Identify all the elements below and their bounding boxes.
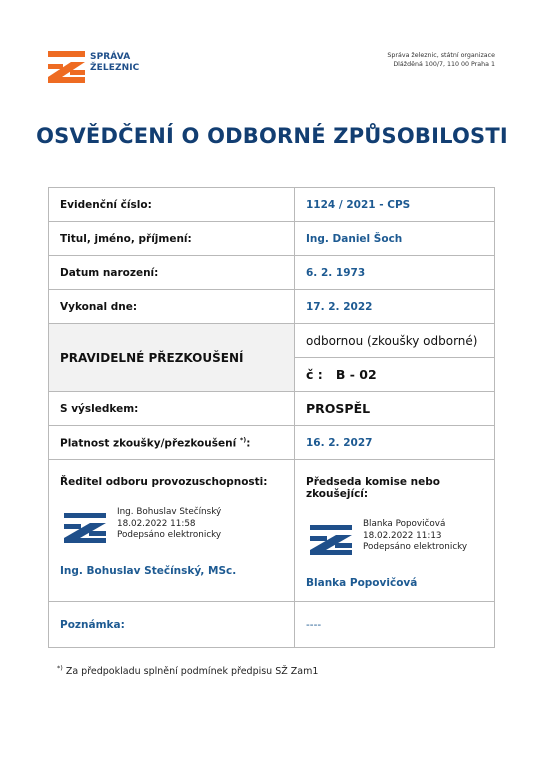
exam-label: PRAVIDELNÉ PŘEZKOUŠENÍ: [49, 324, 295, 392]
name-label: Titul, jméno, příjmení:: [49, 222, 295, 256]
name-value: Ing. Daniel Šoch: [295, 222, 495, 256]
table-row: [49, 256, 495, 290]
registry-value: 1124 / 2021 - CPS: [295, 188, 495, 222]
right-signature-block: [306, 519, 483, 559]
left-sign-datetime: 18.02.2022 11:58: [117, 518, 196, 529]
exam-type: odbornou (zkoušky odborné): [295, 324, 495, 358]
szdc-logo: [48, 50, 158, 86]
left-signature-text: [117, 507, 221, 542]
note-label: Poznámka:: [49, 602, 295, 648]
birth-label: Datum narození:: [49, 256, 295, 290]
signature-logo-icon: [64, 513, 106, 543]
table-row: [49, 460, 495, 602]
org-address: Dlážděná 100/7, 110 00 Praha 1: [393, 60, 495, 68]
validity-label-text: Platnost zkoušky/přezkoušení: [60, 437, 237, 450]
footnote-text: Za předpokladu splnění podmínek předpisu SŽ Zam1: [62, 666, 319, 678]
left-signature-block: [60, 507, 283, 547]
right-signature-title: Předseda komise nebo zkoušející:: [306, 476, 440, 500]
signature-logo-icon: [310, 525, 352, 555]
table-row: [49, 222, 495, 256]
table-row: [49, 188, 495, 222]
right-sign-datetime: 18.02.2022 11:13: [363, 530, 442, 541]
left-signature-name: Ing. Bohuslav Stečínský, MSc.: [60, 565, 237, 577]
exam-number-label: č :: [306, 367, 323, 382]
table-row: [49, 426, 495, 460]
right-signature-text: [363, 519, 467, 554]
certificate-table: [48, 187, 495, 648]
validity-footnote-mark: *): [239, 435, 247, 444]
validity-label: [49, 426, 295, 460]
org-name: Správa železnic, státní organizace: [387, 52, 495, 59]
footnote: [57, 664, 318, 677]
registry-label: Evidenční číslo:: [49, 188, 295, 222]
right-signature-cell: [295, 460, 495, 602]
left-signer: Ing. Bohuslav Stečínský: [117, 507, 222, 517]
result-label: S výsledkem:: [49, 392, 295, 426]
document-title: OSVĚDČENÍ O ODBORNÉ ZPŮSOBILOSTI: [36, 124, 508, 148]
left-signature-title: Ředitel odboru provozuschopnosti:: [60, 476, 268, 488]
validity-value: 16. 2. 2027: [295, 426, 495, 460]
table-row: [49, 290, 495, 324]
date-label: Vykonal dne:: [49, 290, 295, 324]
exam-number-value: B - 02: [335, 367, 377, 382]
validity-colon: :: [246, 437, 251, 450]
right-sign-note: Podepsáno elektronicky: [363, 542, 468, 552]
date-value: 17. 2. 2022: [295, 290, 495, 324]
birth-value: 6. 2. 1973: [295, 256, 495, 290]
result-value: PROSPĚL: [295, 392, 495, 426]
logo-text: [90, 52, 139, 74]
table-row: [49, 392, 495, 426]
left-sign-note: Podepsáno elektronicky: [117, 530, 222, 540]
logo-mark-icon: [48, 51, 85, 83]
organization-address: [387, 52, 495, 69]
note-value: ----: [295, 602, 495, 648]
table-row: [49, 324, 495, 358]
footnote-mark: *): [57, 664, 63, 672]
logo-line-1: SPRÁVA: [90, 52, 131, 62]
exam-number: [295, 358, 495, 392]
logo-line-2: ŽELEZNIC: [90, 63, 140, 73]
left-signature-cell: [49, 460, 295, 602]
right-signature-name: Blanka Popovičová: [306, 577, 418, 589]
right-signer: Blanka Popovičová: [363, 519, 446, 529]
table-row: [49, 602, 495, 648]
